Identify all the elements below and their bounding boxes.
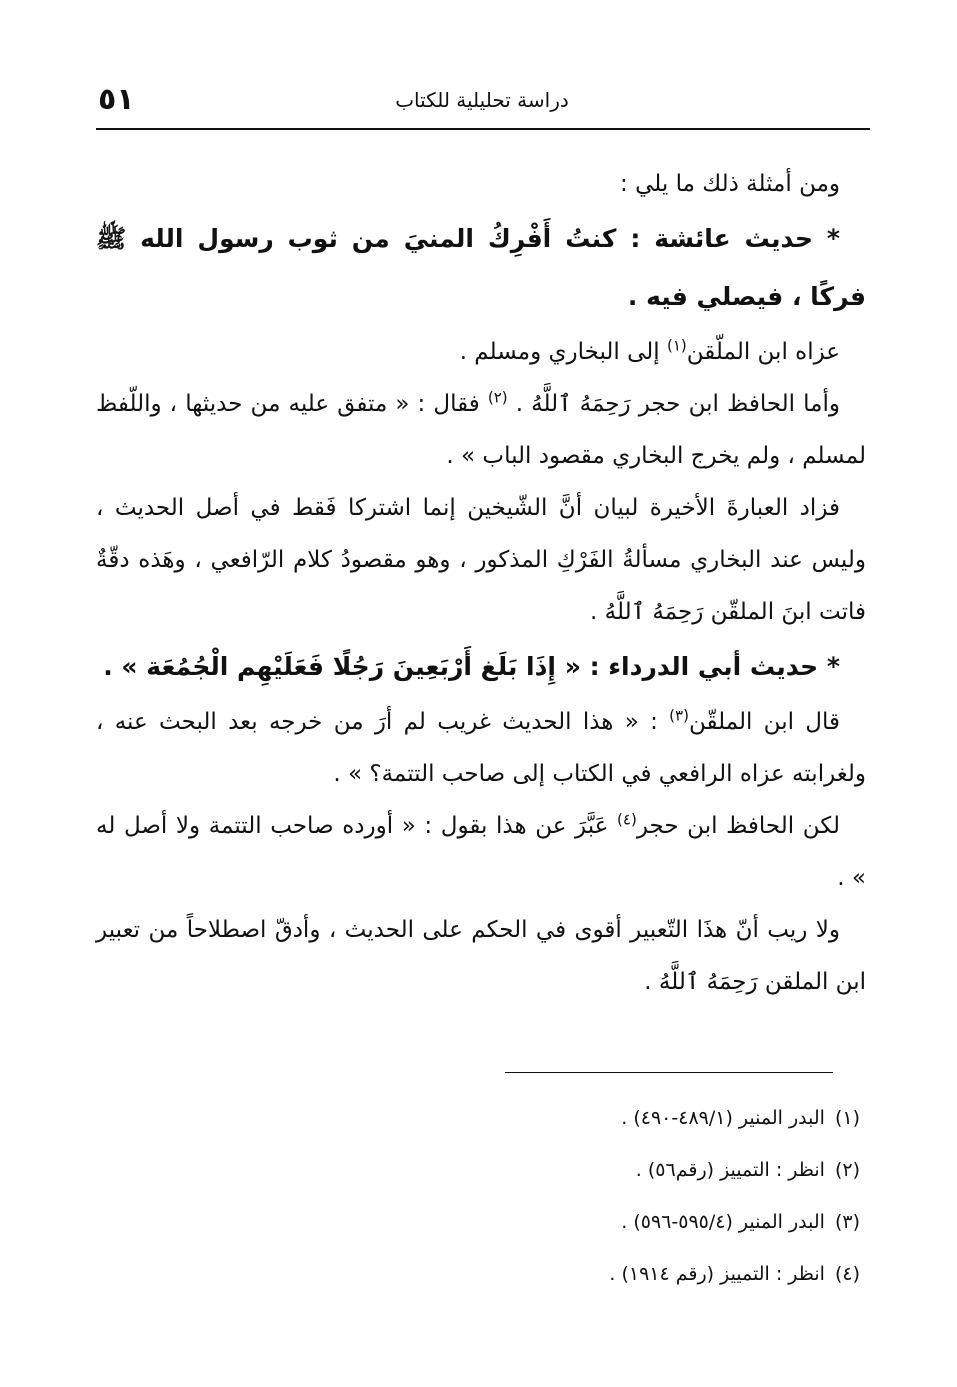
paragraph-conclusion-text: ولا ريب أنّ هذَا التّعبير أقوى في الحكم على الحديث ، وأدقّ اصطلاحاً من تعبير ابن الملقن رَحِمَهُ ٱللَّهُ . [96,917,866,995]
text-segment: فقال : « متفق عليه من حديثها ، واللّفظ لمسلم ، ولم يخرج البخاري مقصود الباب » . [96,391,866,469]
hadith-abu-darda [96,638,866,696]
footnote-ref-1[interactable]: (١) [666,336,687,355]
header-divider [96,128,870,130]
footnotes [96,1092,860,1300]
page-header [96,82,868,126]
footnote-item [96,1248,860,1300]
footnote-text: انظر : التمييز (رقم٥٦) . [635,1159,825,1181]
hadith-aisha [96,210,866,326]
text-segment: قال ابن الملقّن [688,709,840,735]
hadith-aisha-text: حديث عائشة : كنتُ أَفْرِكُ المنيَ من ثوب رسول الله ﷺ فركًا ، فيصلي فيه . [96,224,866,311]
bullet-star: * [826,652,840,681]
footnote-number: (١) [834,1107,860,1129]
paragraph-analysis [96,482,866,638]
paragraph-ibn-hajar-2 [96,800,866,904]
paragraph-ibn-hajar [96,378,866,482]
footnote-number: (٢) [834,1159,860,1181]
footnote-text: انظر : التمييز (رقم ١٩١٤) . [609,1263,825,1285]
footnote-divider [505,1072,833,1073]
main-text [96,158,866,1008]
paragraph-analysis-text: فزاد العبارةَ الأخيرة لبيان أنَّ الشّيخين إنما اشتركا فَقط في أصل الحديث ، وليس عند البخاري مسألةُ الفَرْكِ المذكور ، وهو مقصودُ كلام الرّافعي ، وهَذه دقّةٌ فاتت ابنَ الملقّن رَحِمَهُ ٱللَّهُ . [96,495,866,625]
running-title: دراسة تحليلية للكتاب [395,88,569,112]
footnote-ref-3[interactable]: (٣) [669,706,689,725]
text-segment: عزاه ابن الملّقن [686,339,840,365]
footnote-item [96,1092,860,1144]
footnote-item [96,1196,860,1248]
footnote-number: (٤) [834,1263,860,1285]
footnote-ref-4[interactable]: (٤) [617,810,637,829]
footnote-ref-2[interactable]: (٢) [487,388,508,407]
paragraph-attribution [96,326,866,378]
text-segment: إلى البخاري ومسلم . [459,339,667,365]
footnote-item [96,1144,860,1196]
footnote-text: البدر المنير (٥٩٥/٤-٥٩٦) . [621,1211,825,1233]
footnote-text: البدر المنير (٤٨٩/١-٤٩٠) . [621,1107,825,1129]
footnote-number: (٣) [834,1211,860,1233]
paragraph-ibn-mulaqqin [96,696,866,800]
paragraph-conclusion [96,904,866,1008]
hadith-abu-darda-text: حديث أبي الدرداء : « إِذَا بَلَغ أَرْبَعِينَ رَجُلًا فَعَلَيْهِم الْجُمُعَة » . [103,652,819,681]
text-segment: عَبَّرَ عن هذا بقول : « أورده صاحب التتمة ولا أصل له » . [96,813,866,891]
text-segment: وأما الحافظ ابن حجر رَحِمَهُ ٱللَّهُ . [515,391,840,417]
text-segment: : « هذا الحديث غريب لم أرَ من خرجه بعد البحث عنه ، ولغرابته عزاه الرافعي في الكتاب إلى صاحب التتمة؟ » . [96,709,866,787]
paragraph-intro [96,158,866,210]
page-number: ٥١ [98,82,135,117]
text-segment: لكن الحافظ ابن حجر [636,813,841,839]
paragraph-intro-text: ومن أمثلة ذلك ما يلي : [620,171,840,197]
bullet-star: * [826,224,840,253]
